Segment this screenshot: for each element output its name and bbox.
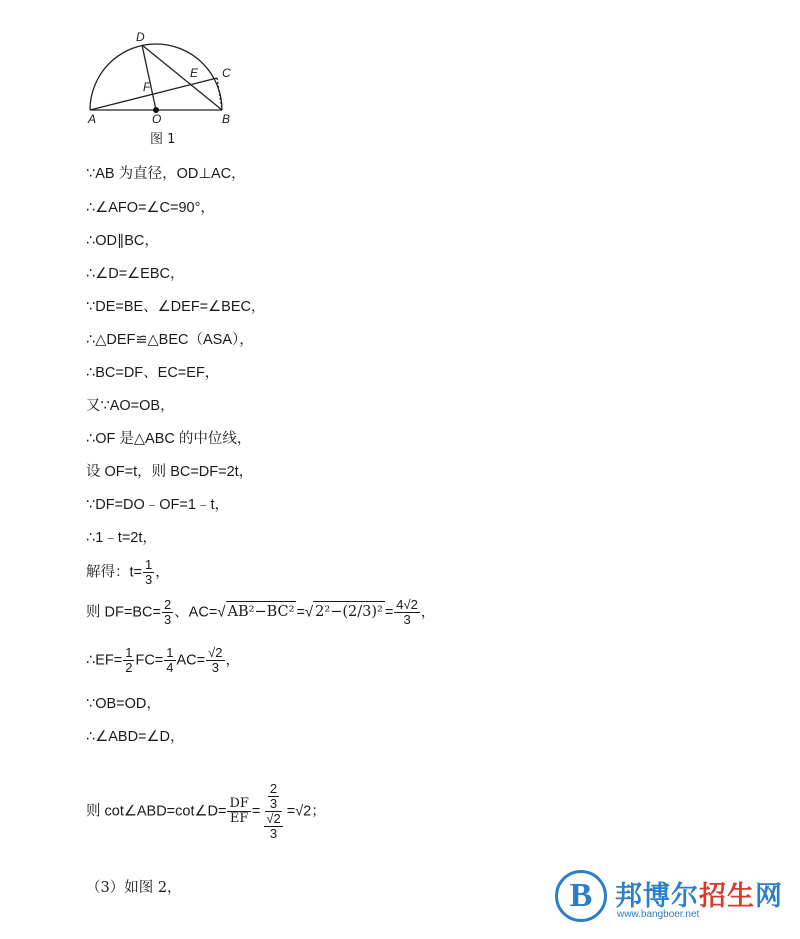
proof-line-7: ∴BC=DF、EC=EF， bbox=[86, 365, 220, 381]
site-logo bbox=[555, 868, 795, 928]
cot-line bbox=[86, 782, 326, 841]
frac-num: √2 bbox=[208, 645, 223, 660]
equals: = bbox=[251, 803, 261, 820]
df-prefix: 则 DF=BC= bbox=[86, 604, 161, 621]
logo-name-a: 邦博尔 bbox=[615, 881, 699, 912]
cot-result: √2 bbox=[295, 803, 312, 820]
label-o: O bbox=[152, 112, 162, 126]
proof-line-10: 设 OF=t，则 BC=DF=2t， bbox=[86, 464, 254, 480]
fraction-root-two-thirds bbox=[264, 812, 282, 841]
logo-name-b: 招生 bbox=[699, 881, 755, 912]
frac-num: 1 bbox=[125, 645, 133, 660]
frac-den: 4 bbox=[166, 660, 174, 675]
fraction-two-thirds bbox=[268, 782, 279, 811]
proof-line-12: ∴1﹣t=2t， bbox=[86, 530, 157, 546]
solve-prefix: 解得：t= bbox=[86, 564, 142, 581]
fraction-root-two-thirds bbox=[206, 646, 224, 675]
equals: = bbox=[296, 604, 305, 621]
proof-line-1: ∵AB 为直径，OD⊥AC， bbox=[86, 166, 246, 182]
proof-line-8: 又∵AO=OB， bbox=[86, 398, 175, 414]
equals: = bbox=[286, 803, 296, 820]
proof-line-5: ∵DE=BE、∠DEF=∠BEC， bbox=[86, 299, 266, 315]
logo-b-icon: B bbox=[555, 870, 607, 922]
frac-den: 3 bbox=[145, 572, 153, 587]
frac-num: 1 bbox=[166, 645, 174, 660]
frac-num: 4√2 bbox=[396, 597, 418, 612]
ef-prefix: ∴EF= bbox=[86, 652, 123, 669]
fraction-df-over-ef bbox=[227, 797, 250, 826]
cot-suffix: ； bbox=[311, 803, 326, 820]
frac-num: 2 bbox=[269, 781, 278, 796]
df-suffix: ， bbox=[420, 604, 436, 621]
frac-den: 3 bbox=[269, 796, 278, 811]
ef-mid-2: AC= bbox=[176, 652, 206, 669]
proof-line-abd: ∴∠ABD=∠D， bbox=[86, 729, 185, 745]
proof-line-6: ∴△DEF≌△BEC（ASA）， bbox=[86, 332, 254, 348]
figure-caption: 图 1 bbox=[150, 132, 176, 147]
proof-line-11: ∵DF=DO﹣OF=1﹣t， bbox=[86, 497, 229, 513]
label-b: B bbox=[222, 112, 231, 126]
frac-num: √2 bbox=[266, 811, 281, 826]
frac-den: 2 bbox=[125, 660, 133, 675]
frac-num: 2 bbox=[163, 597, 172, 612]
frac-den: 3 bbox=[403, 612, 411, 627]
figure-1 bbox=[86, 28, 246, 150]
radical-sign: √ bbox=[304, 603, 314, 621]
label-e: E bbox=[190, 66, 199, 80]
label-d: D bbox=[136, 30, 145, 44]
frac-num: 1 bbox=[145, 557, 153, 572]
proof-line-4: ∴∠D=∠EBC， bbox=[86, 266, 185, 282]
logo-url: www.bangboer.net bbox=[617, 909, 700, 920]
frac-den: EF bbox=[229, 811, 249, 826]
cot-prefix: 则 cot∠ABD=cot∠D= bbox=[86, 803, 227, 820]
fraction-one-quarter bbox=[164, 646, 175, 675]
proof-line-9: ∴OF 是△ABC 的中位线， bbox=[86, 431, 252, 447]
ef-mid-1: FC= bbox=[135, 652, 164, 669]
fraction-two-thirds bbox=[162, 598, 173, 627]
frac-den: 3 bbox=[211, 660, 219, 675]
radicand-1: AB²−BC² bbox=[226, 601, 297, 622]
df-mid: 、AC= bbox=[174, 604, 218, 621]
equals: = bbox=[384, 604, 394, 621]
fraction-one-half bbox=[123, 646, 134, 675]
complex-fraction bbox=[261, 782, 285, 841]
proof-line-3: ∴OD∥BC， bbox=[86, 233, 159, 249]
part-3-heading: （3）如图 2， bbox=[86, 880, 182, 896]
complex-denominator bbox=[261, 812, 285, 841]
radicand-2: 2²−(2/3)² bbox=[313, 601, 385, 622]
solve-suffix: ， bbox=[155, 564, 170, 581]
solve-line bbox=[86, 558, 170, 587]
complex-numerator bbox=[265, 782, 282, 812]
ef-line bbox=[86, 646, 240, 675]
frac-num: DF bbox=[229, 796, 249, 811]
ef-suffix: ， bbox=[225, 652, 240, 669]
label-f: F bbox=[143, 80, 151, 94]
label-a: A bbox=[88, 112, 97, 126]
logo-name bbox=[615, 874, 783, 913]
df-line bbox=[86, 598, 435, 627]
logo-name-c: 网 bbox=[755, 881, 783, 912]
proof-line-2: ∴∠AFO=∠C=90°， bbox=[86, 200, 215, 216]
radical-sign: √ bbox=[217, 603, 226, 621]
frac-den: 3 bbox=[269, 826, 278, 841]
fraction-four-root-two-thirds bbox=[394, 598, 420, 627]
fraction-one-third bbox=[143, 558, 154, 587]
label-c: C bbox=[222, 66, 231, 80]
frac-den: 3 bbox=[163, 612, 172, 627]
proof-line-ob-od: ∵OB=OD， bbox=[86, 696, 161, 712]
